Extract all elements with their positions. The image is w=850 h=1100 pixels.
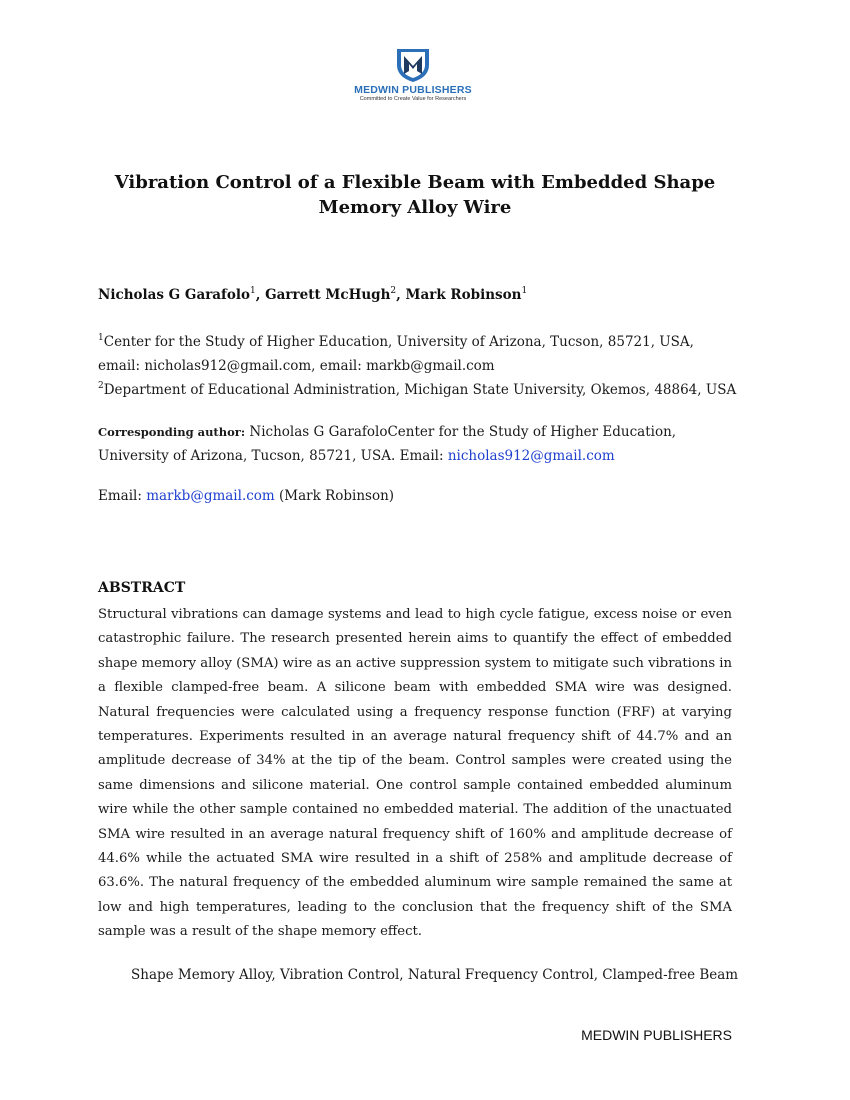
footer-publisher: MEDWIN PUBLISHERS [581, 1027, 732, 1043]
abstract-body: Structural vibrations can damage systems and lead to high cycle fatigue, excess noise or even catastrophic failure. The research presented herein aims to quantify the effect of embedded shape memory alloy (SMA) wire as an active suppression system to mitigate such vibrations in a flexible clamped-free beam. A silicone beam with embedded SMA wire was designed. Natural frequencies were calculated using a frequency response function (FRF) at varying temperatures. Experiments resulted in an average natural frequency shift of 44.7% and an amplitude decrease of 34% at the tip of the beam. Control samples were created using the same dimensions and silicone material. One control sample contained embedded aluminum wire while the other sample contained no embedded material. The addition of the unactuated SMA wire resulted in an average natural frequency shift of 160% and amplitude decrease of 44.6% while the actuated SMA wire resulted in a shift of 258% and amplitude decrease of 63.6%. The natural frequency of the embedded aluminum wire sample remained the same at low and high temperatures, leading to the conclusion that the frequency shift of the SMA sample was a result of the shape memory effect. [98, 607, 732, 940]
publisher-tagline: Committed to Create Value for Researchers [359, 96, 467, 102]
corresponding-author [98, 420, 738, 468]
author-name: Garrett McHugh [265, 287, 391, 303]
medwin-shield-icon [393, 47, 433, 83]
keywords: Shape Memory Alloy, Vibration Control, Natural Frequency Control, Clamped-free Beam [131, 967, 739, 983]
corresponding-author-label: Corresponding author: [98, 425, 246, 439]
author-name: Nicholas G Garafolo [98, 287, 250, 303]
author-affiliation-mark: 1 [250, 286, 256, 296]
publisher-logo [345, 47, 481, 105]
affiliation-2: $^2$Department of Educational Administration, Michigan State University, Okemos, 48864, USA [98, 381, 737, 398]
author-affiliation-mark: 2 [390, 286, 397, 296]
corresponding-author-text: Nicholas G GarafoloCenter for the Study of Higher Education, University of Arizona, Tucson, 85721, USA. Email: [98, 424, 677, 464]
abstract-heading: ABSTRACT [98, 580, 186, 596]
author-list: Nicholas G Garafolo$^1$, Garrett McHugh$^2$, Mark Robinson$^1$ [98, 286, 528, 303]
corresponding-email-link[interactable]: nicholas912@gmail.com [447, 448, 615, 464]
author-affiliation-mark: 1 [521, 286, 528, 296]
affiliation-1: $^1$Center for the Study of Higher Education, University of Arizona, Tucson, 85721, USA, email: nicholas912@gmail.com, email: markb@gmail.com [98, 333, 694, 374]
secondary-email: Email: markb@gmail.com (Mark Robinson) [98, 488, 395, 504]
secondary-email-link[interactable]: markb@gmail.com [146, 488, 275, 504]
author-name: Mark Robinson [405, 287, 522, 303]
paper-title: Vibration Control of a Flexible Beam with Embedded Shape Memory Alloy Wire [114, 172, 716, 218]
publisher-name: MEDWIN PUBLISHERS [354, 84, 472, 96]
